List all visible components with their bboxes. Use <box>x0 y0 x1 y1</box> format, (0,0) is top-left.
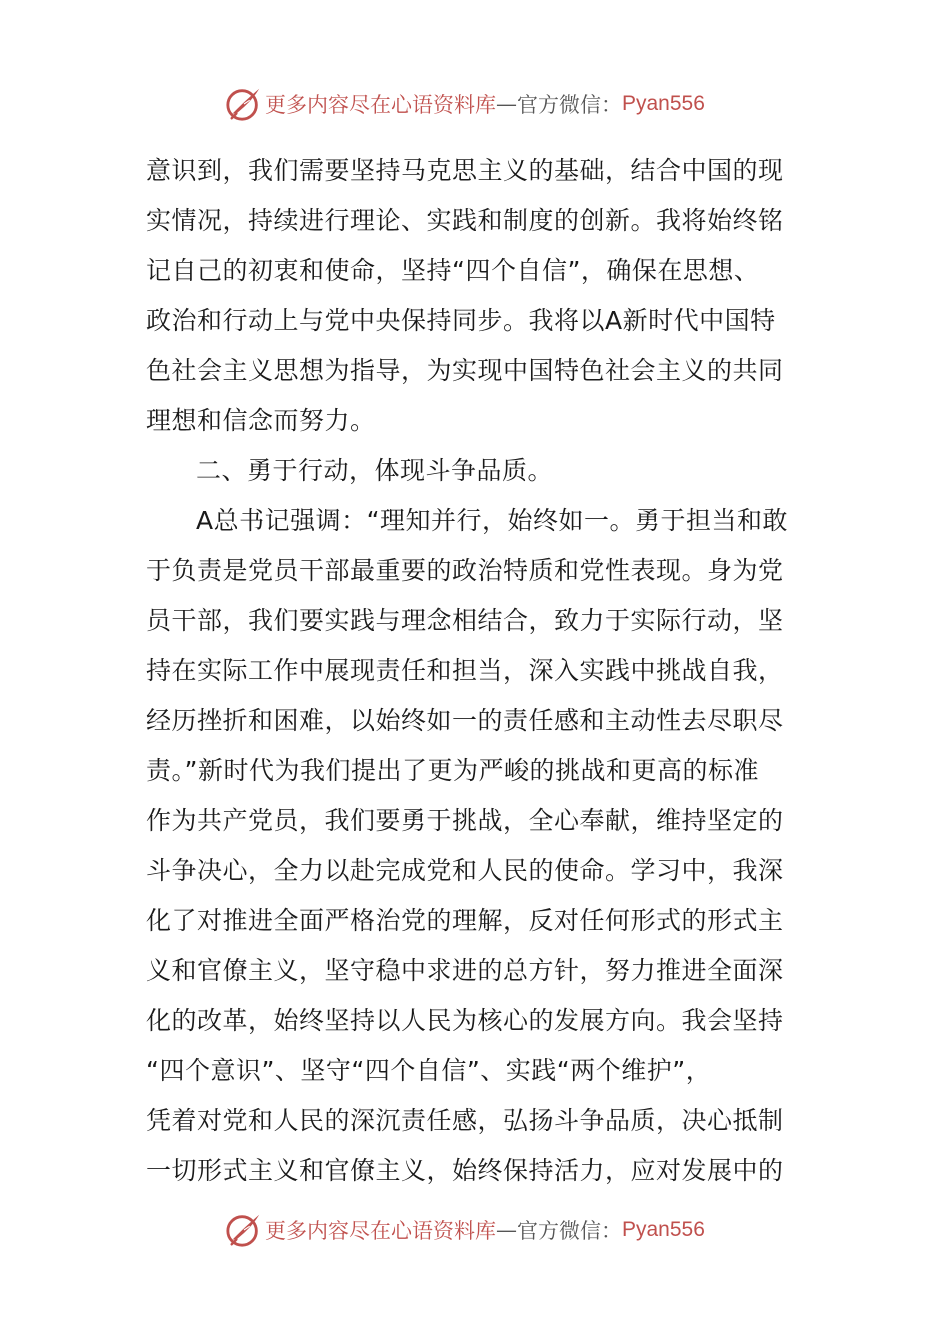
section-heading: 二、勇于行动，体现斗争品质。 <box>196 456 554 485</box>
text-line: 凭着对党和人民的深沉责任感，弘扬斗争品质，决心抵制 <box>146 1106 784 1135</box>
promo-text: 更多内容尽在心语资料库 <box>265 93 496 117</box>
text-line: 化的改革，始终坚持以人民为核心的发展方向。我会坚持 <box>146 1006 784 1035</box>
quill-pen-logo-icon <box>225 1211 263 1249</box>
text-line: 化了对推进全面严格治党的理解，反对任何形式的形式主 <box>146 906 784 935</box>
text-line: 意识到，我们需要坚持马克思主义的基础，结合中国的现 <box>146 156 784 185</box>
text-line: 记自己的初衷和使命，坚持“四个自信”，确保在思想、 <box>146 256 760 285</box>
text-line: 员干部，我们要实践与理念相结合，致力于实际行动，坚 <box>146 606 784 635</box>
text-line: 于负责是党员干部最重要的政治特质和党性表现。身为党 <box>146 556 784 585</box>
promo-dash: — <box>496 1218 517 1242</box>
text-line: A总书记强调：“理知并行，始终如一。勇于担当和敢 <box>196 506 789 535</box>
text-line: 斗争决心，全力以赴完成党和人民的使命。学习中，我深 <box>146 856 784 885</box>
text-line: 作为共产党员，我们要勇于挑战，全心奉献，维持坚定的 <box>146 806 784 835</box>
promo-text: 更多内容尽在心语资料库 <box>265 1219 496 1243</box>
text-line: 义和官僚主义，坚守稳中求进的总方针，努力推进全面深 <box>146 956 784 985</box>
text-line: 持在实际工作中展现责任和担当，深入实践中挑战自我， <box>146 656 784 685</box>
wechat-label: 官方微信： <box>517 1219 622 1243</box>
wechat-label: 官方微信： <box>517 93 622 117</box>
text-line: 责。”新时代为我们提出了更为严峻的挑战和更高的标准 <box>146 756 759 785</box>
text-line: 实情况，持续进行理论、实践和制度的创新。我将始终铭 <box>146 206 784 235</box>
text-line: 经历挫折和困难，以始终如一的责任感和主动性去尽职尽 <box>146 706 784 735</box>
header-watermark <box>225 84 745 124</box>
promo-dash: — <box>496 92 517 116</box>
text-line: “四个意识”、坚守“四个自信”、实践“两个维护”， <box>146 1056 712 1085</box>
text-line: 色社会主义思想为指导，为实现中国特色社会主义的共同 <box>146 356 784 385</box>
body-text <box>146 146 811 1196</box>
text-line: 理想和信念而努力。 <box>146 406 376 435</box>
text-line: 政治和行动上与党中央保持同步。我将以A新时代中国特 <box>146 306 776 335</box>
footer-watermark <box>225 1210 745 1250</box>
wechat-id: Pyan556 <box>622 92 705 115</box>
wechat-id: Pyan556 <box>622 1218 705 1241</box>
text-line: 一切形式主义和官僚主义，始终保持活力，应对发展中的 <box>146 1156 784 1185</box>
quill-pen-logo-icon <box>225 85 263 123</box>
